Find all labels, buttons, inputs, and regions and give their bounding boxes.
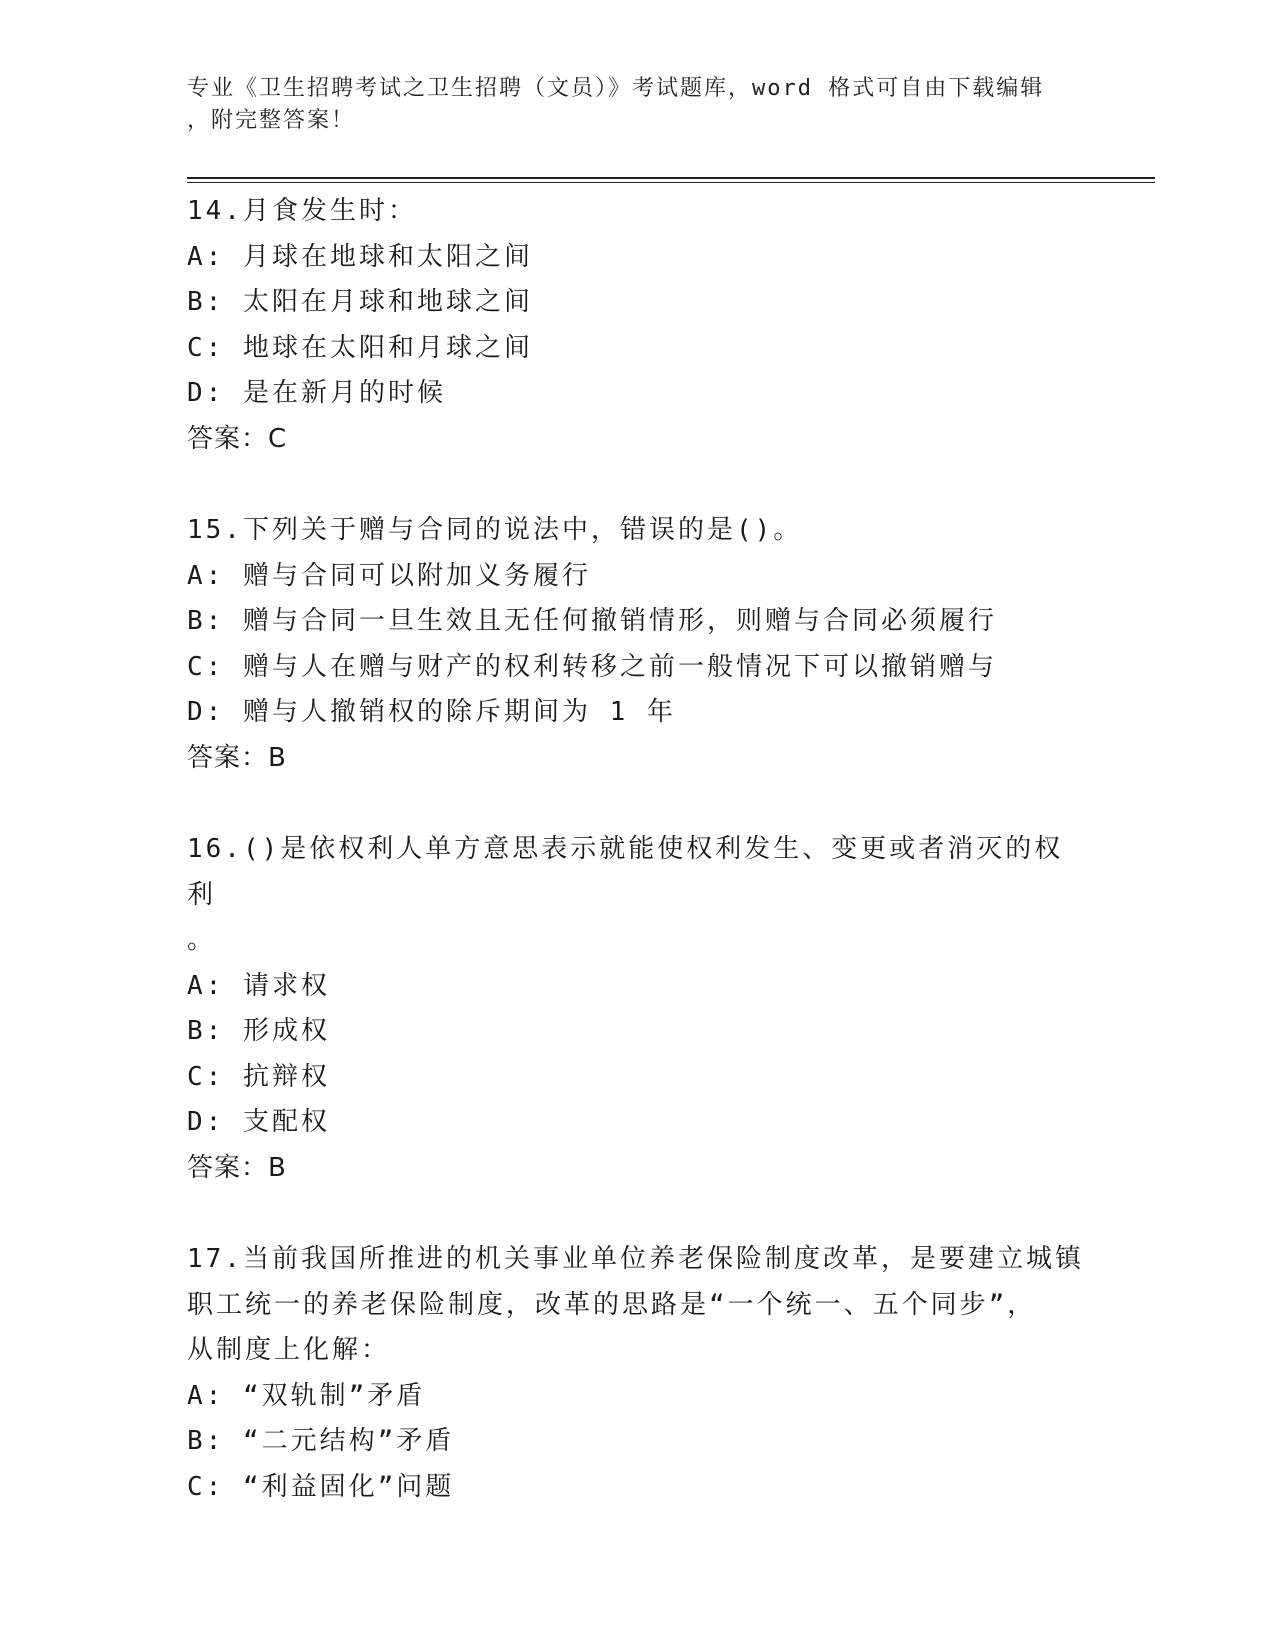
answer-line: 答案：B (187, 742, 287, 773)
option-a: A: 请求权 (187, 970, 330, 1001)
option-b: B: 太阳在月球和地球之间 (187, 287, 533, 317)
document-header (187, 73, 1087, 137)
option-c: C: 抗辩权 (187, 1061, 330, 1092)
question-17 (187, 1237, 1087, 1510)
option-c: C: “利益固化”问题 (187, 1471, 455, 1502)
header-line-1: 专业《卫生招聘考试之卫生招聘（文员）》考试题库，word 格式可自由下载编辑 (187, 76, 1045, 101)
answer-line: 答案：C (187, 423, 288, 454)
option-d: D: 赠与人撤销权的除斥期间为 1 年 (187, 697, 676, 727)
question-list (187, 189, 1087, 1556)
question-stem-continuation-2: 从制度上化解： (187, 1335, 391, 1365)
question-16 (187, 827, 1087, 1191)
option-b: B: “二元结构”矛盾 (187, 1426, 455, 1456)
option-b: B: 形成权 (187, 1016, 330, 1046)
option-b: B: 赠与合同一旦生效且无任何撤销情形，则赠与合同必须履行 (187, 606, 997, 636)
option-a: A: “双轨制”矛盾 (187, 1380, 426, 1411)
question-stem: 15.下列关于赠与合同的说法中，错误的是()。 (187, 515, 803, 545)
header-line-2: ，附完整答案！ (187, 108, 356, 133)
question-stem-continuation: 职工统一的养老保险制度，改革的思路是“一个统一、五个同步”， (187, 1289, 1037, 1320)
question-stem: 14.月食发生时： (187, 196, 417, 226)
option-d: D: 支配权 (187, 1107, 330, 1137)
question-stem: 17.当前我国所推进的机关事业单位养老保险制度改革，是要建立城镇 (187, 1244, 1084, 1274)
question-14 (187, 189, 1087, 462)
option-c: C: 地球在太阳和月球之间 (187, 332, 533, 363)
option-d: D: 是在新月的时候 (187, 378, 446, 408)
option-a: A: 月球在地球和太阳之间 (187, 241, 533, 272)
question-15 (187, 508, 1087, 781)
question-stem: 16.()是依权利人单方意思表示就能使权利发生、变更或者消灭的权利 (187, 834, 1064, 910)
answer-line: 答案：B (187, 1152, 287, 1183)
header-divider-thick (187, 177, 1155, 179)
option-c: C: 赠与人在赠与财产的权利转移之前一般情况下可以撤销赠与 (187, 651, 997, 682)
question-stem-continuation: 。 (187, 925, 217, 955)
header-divider-thin (187, 182, 1155, 183)
option-a: A: 赠与合同可以附加义务履行 (187, 560, 591, 591)
